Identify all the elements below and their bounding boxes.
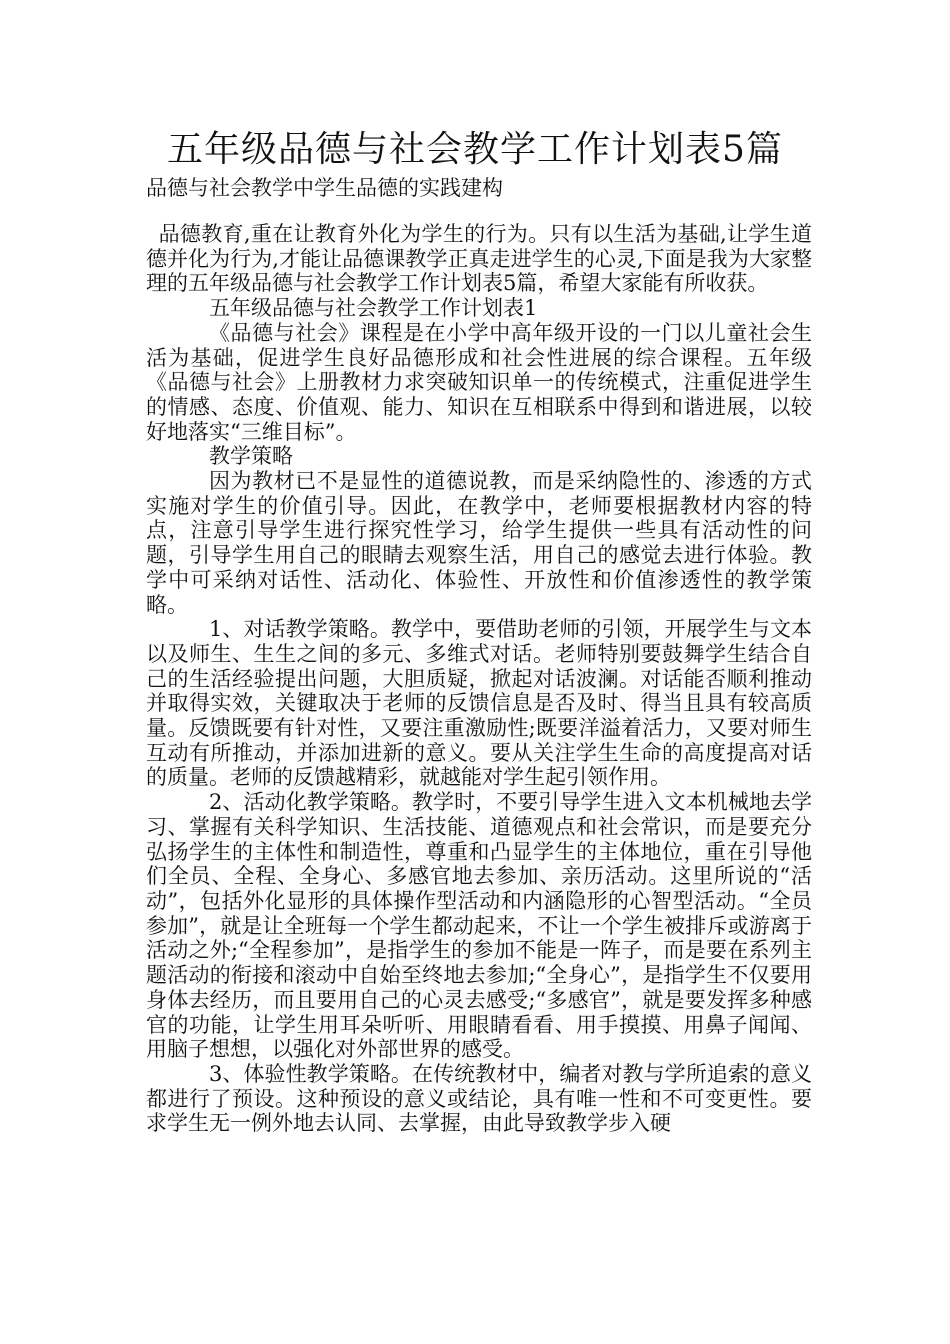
section-heading-plan-1: 五年级品德与社会教学工作计划表1 xyxy=(209,296,538,321)
paragraph-intro: 品德教育,重在让教育外化为学生的行为。只有以生活为基础,让学生道德并化为行为,才能让品德课教学正真走进学生的心灵,下面是我为大家整理的五年级品德与社会教学工作计划表5篇，希望大家能有所收获。 xyxy=(146,222,812,296)
paragraph-dialogue-strategy: 1、对话教学策略。教学中，要借助老师的引领，开展学生与文本以及师生、生生之间的多元、多维式对话。老师特别要鼓舞学生结合自己的生活经验提出问题，大胆质疑，掀起对话波澜。对话能否顺利推动并取得实效，关键取决于老师的反馈信息是否及时、得当且具有较高质量。反馈既要有针对性，又要注重激励性;既要洋溢着活力，又要对师生互动有所推动，并添加进新的意义。要从关注学生生命的高度提高对话的质量。老师的反馈越精彩，就越能对学生起引领作用。 xyxy=(146,617,812,790)
paragraph-activity-strategy: 2、活动化教学策略。教学时，不要引导学生进入文本机械地去学习、掌握有关科学知识、生活技能、道德观点和社会常识，而是要充分弘扬学生的主体性和制造性，尊重和凸显学生的主体地位，重在引导他们全员、全程、全身心、多感官地去参加、亲历活动。这里所说的“活动”，包括外化显形的具体操作型活动和内涵隐形的心智型活动。“全员参加”，就是让全班每一个学生都动起来，不让一个学生被排斥或游离于活动之外;“全程参加”，是指学生的参加不能是一阵子，而是要在系列主题活动的衔接和滚动中自始至终地去参加;“全身心”，是指学生不仅要用身体去经历，而且要用自己的心灵去感受;“多感官”，就是要发挥多种感官的功能，让学生用耳朵听听、用眼睛看看、用手摸摸、用鼻子闻闻、用脑子想想，以强化对外部世界的感受。 xyxy=(146,790,812,1062)
paragraph-strategy-intro: 因为教材已不是显性的道德说教，而是采纳隐性的、渗透的方式实施对学生的价值引导。因此，在教学中，老师要根据教材内容的特点，注意引导学生进行探究性学习，给学生提供一些具有活动性的问题，引导学生用自己的眼睛去观察生活，用自己的感觉去进行体验。教学中可采纳对话性、活动化、体验性、开放性和价值渗透性的教学策略。 xyxy=(146,469,812,617)
document-body xyxy=(146,222,812,1136)
paragraph-course-overview: 《品德与社会》课程是在小学中高年级开设的一门以儿童社会生活为基础，促进学生良好品德形成和社会性进展的综合课程。五年级《品德与社会》上册教材力求突破知识单一的传统模式，注重促进学生的情感、态度、价值观、能力、知识在互相联系中得到和谐进展，以较好地落实“三维目标”。 xyxy=(146,320,812,444)
paragraph-experience-strategy: 3、体验性教学策略。在传统教材中，编者对教与学所追索的意义都进行了预设。这种预设的意义或结论，具有唯一性和不可变更性。要求学生无一例外地去认同、去掌握，由此导致教学步入硬 xyxy=(146,1061,812,1136)
document-subtitle: 品德与社会教学中学生品德的实践建构 xyxy=(146,176,503,200)
section-heading-strategy: 教学策略 xyxy=(209,444,293,469)
document-title: 五年级品德与社会教学工作计划表5篇 xyxy=(167,129,783,170)
